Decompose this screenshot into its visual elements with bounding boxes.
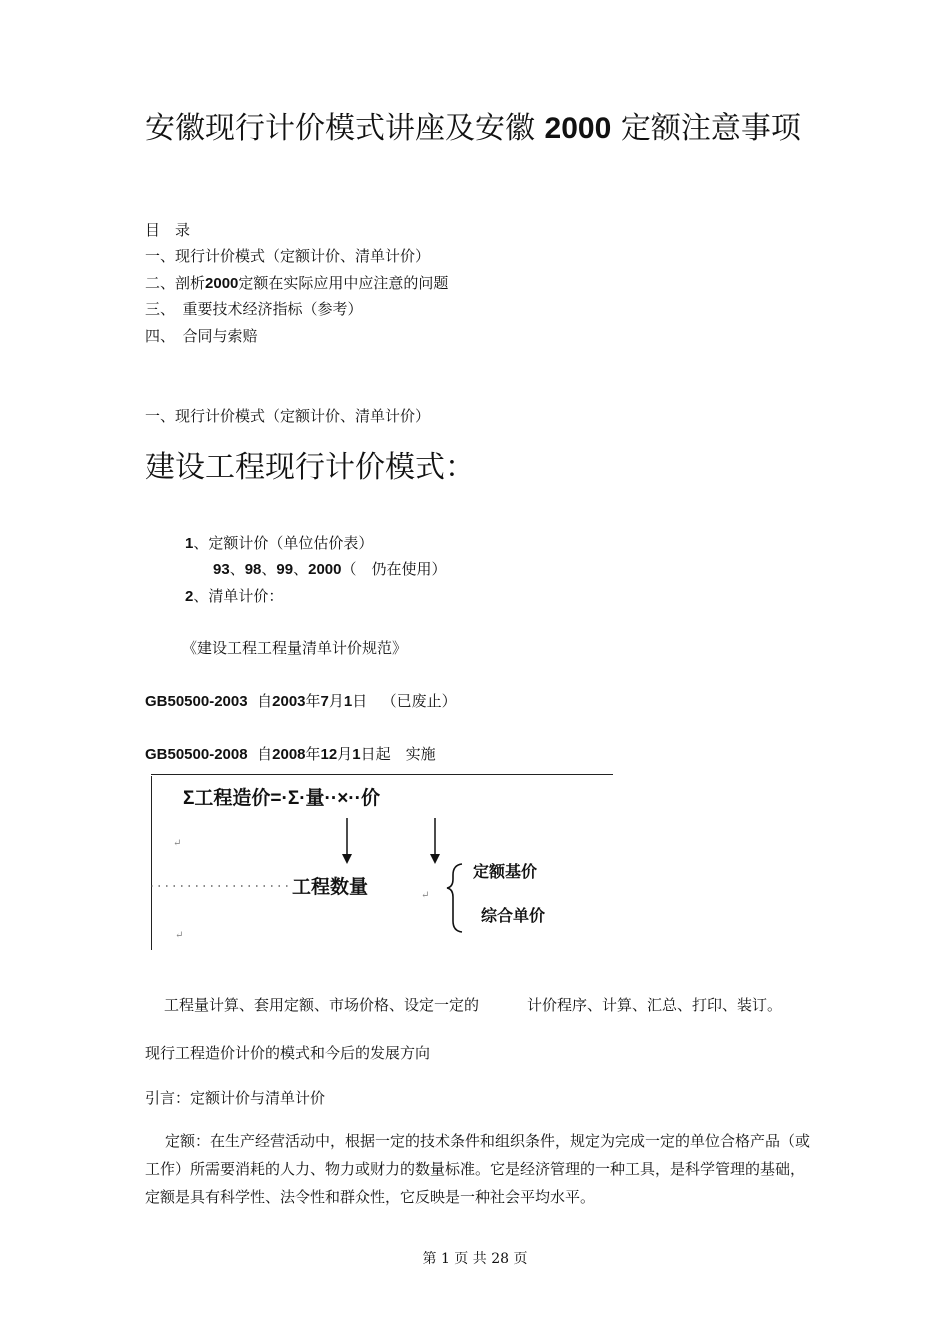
standard-2008: GB50500-2008 自2008年12月1日起 实施 [145, 745, 436, 763]
formula-text: Σ工程造价=·Σ·量··×··价 [183, 788, 380, 809]
return-mark: ↵ [173, 838, 182, 849]
toc-item-1: 一、现行计价模式（定额计价、清单计价） [145, 247, 431, 265]
section-1-heading: 建设工程现行计价模式： [145, 450, 475, 485]
title-year: 2000 [544, 112, 612, 145]
toc-item-2: 二、剖析2000定额在实际应用中应注意的问题 [145, 274, 449, 292]
page-footer: 第 1 页 共 28 页 [422, 1251, 528, 1267]
spec-name: 《建设工程工程量清单计价规范》 [182, 639, 408, 657]
quantity-label: 工程数量 [292, 877, 369, 898]
brace [447, 864, 462, 932]
toc-item-3: 三、 重要技术经济指标（参考） [145, 300, 363, 318]
intro-line: 引言：定额计价与清单计价 [145, 1089, 326, 1107]
quota-price-label: 定额基价 [473, 864, 538, 881]
document-title: 安徽现行计价模式讲座及安徽 2000 定额注意事项 [145, 111, 801, 146]
section-1-label: 一、现行计价模式（定额计价、清单计价） [145, 407, 431, 425]
return-mark: ↵ [175, 930, 184, 941]
return-mark: ↵ [421, 890, 430, 901]
direction-line: 现行工程造价计价的模式和今后的发展方向 [145, 1044, 431, 1062]
toc-heading: 目 录 [145, 221, 191, 239]
list-item-1: 1、定额计价（单位估价表） [185, 534, 374, 552]
unit-price-label: 综合单价 [481, 908, 546, 925]
process-right: 计价程序、计算、汇总、打印、装订。 [527, 996, 783, 1014]
toc-item-4: 四、 合同与索赔 [145, 327, 258, 345]
list-versions: 93、98、99、2000（ 仍在使用） [213, 560, 447, 578]
list-item-2: 2、清单计价： [185, 587, 284, 605]
arrow-head-quantity [342, 854, 352, 864]
process-left: 工程量计算、套用定额、市场价格、设定一定的 [164, 996, 480, 1014]
arrow-head-price [430, 854, 440, 864]
standard-2003: GB50500-2003 自2003年7月1日 （已废止） [145, 692, 457, 710]
pricing-formula-diagram [151, 774, 613, 950]
definition-paragraph: 定额：在生产经营活动中，根据一定的技术条件和组织条件，规定为完成一定的单位合格产品（或工作）所需要消耗的人力、物力或财力的数量标准。它是经济管理的一种工具，是科学管理的基础，定额是具有科学性、法令性和群众性，它反映是一种社会平均水平。 [145, 1132, 811, 1206]
